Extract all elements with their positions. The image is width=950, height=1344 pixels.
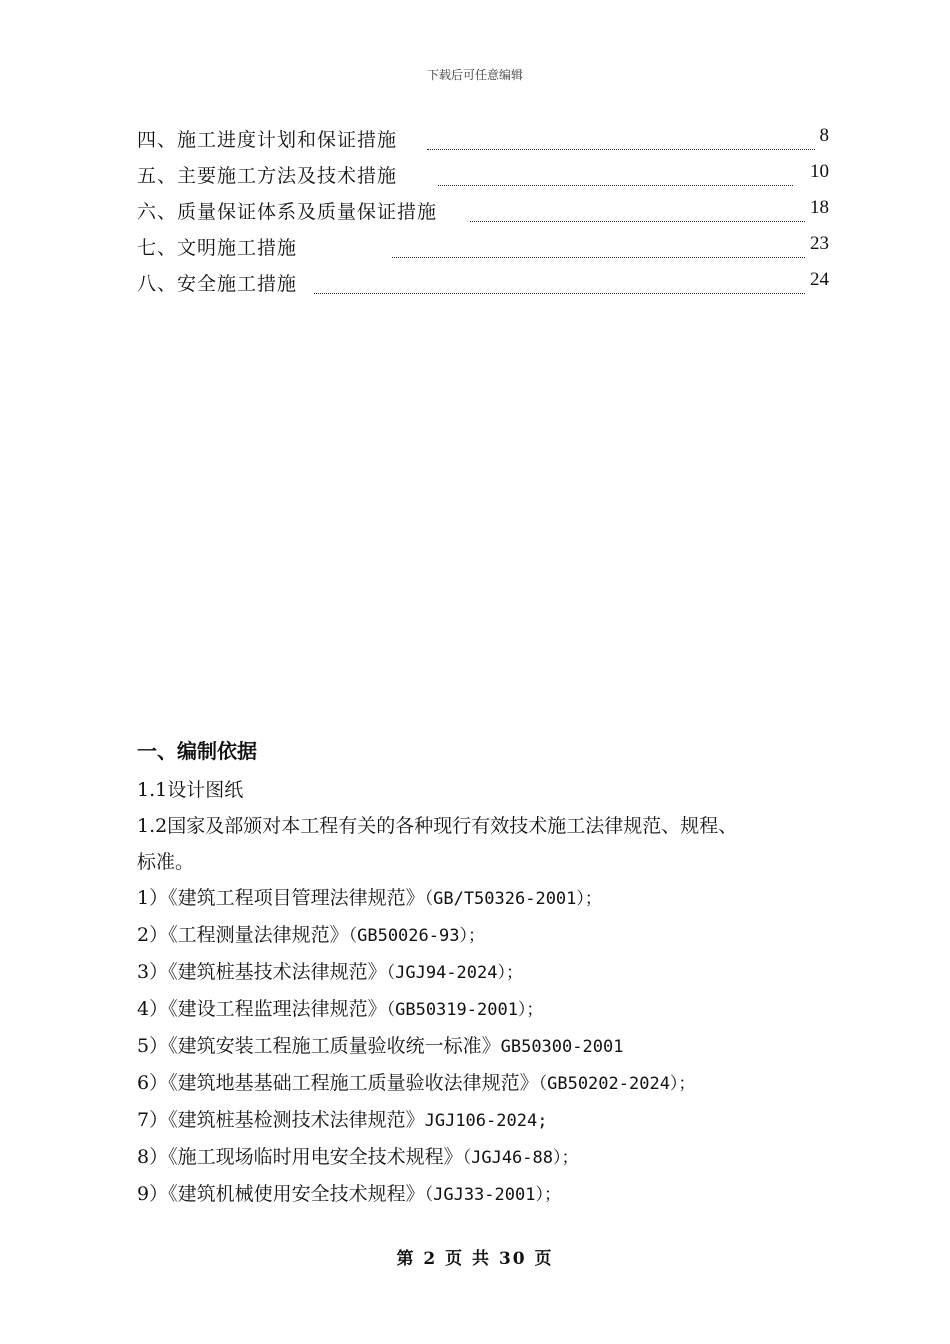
toc-leader (314, 293, 805, 294)
list-item-title: 《建筑地基基础工程施工质量验收法律规范》 (168, 1072, 539, 1094)
list-item (137, 991, 867, 1028)
toc-entry[interactable] (137, 230, 829, 266)
list-item-title: 《建筑桩基检测技术法律规范》 (168, 1109, 425, 1131)
page-footer: 第 2 页 共 30 页 (396, 1249, 554, 1269)
list-item-number: 1） (137, 887, 169, 909)
list-item (137, 1028, 867, 1065)
list-item (137, 1102, 867, 1139)
list-item-number: 2） (137, 924, 169, 946)
list-item-code: （GB50202-2024）； (538, 1074, 696, 1094)
list-item-number: 6） (137, 1072, 169, 1094)
list-item (137, 917, 867, 954)
list-item-number: 5） (137, 1035, 169, 1057)
list-item (137, 1176, 867, 1213)
list-item-code: （GB50026-93）； (348, 926, 485, 946)
section-heading: 一、编制依据 (137, 739, 257, 763)
toc-entry[interactable] (137, 194, 829, 230)
toc-entry[interactable] (137, 158, 829, 194)
toc-leader (470, 221, 805, 222)
table-of-contents (137, 122, 829, 302)
list-item-title: 《施工现场临时用电安全技术规程》 (168, 1146, 463, 1168)
list-item-code: （GB/T50326-2001）； (424, 889, 602, 909)
toc-entry-page: 8 (819, 125, 829, 146)
list-item-code: JGJ106-2024; (424, 1111, 548, 1131)
list-item-title: 《工程测量法律规范》 (168, 924, 349, 946)
list-item-title: 《建筑机械使用安全技术规程》 (168, 1183, 425, 1205)
paragraph: 1.2国家及部颁对本工程有关的各种现行有效技术施工法律规范、规程、 (137, 815, 738, 837)
list-item-title: 《建筑工程项目管理法律规范》 (168, 887, 425, 909)
list-item-code: GB50300-2001 (500, 1037, 624, 1057)
toc-entry-page: 24 (810, 269, 829, 290)
toc-entry-title: 五、主要施工方法及技术措施 (137, 165, 398, 187)
list-item-code: （GB50319-2001）； (386, 1000, 544, 1020)
toc-entry[interactable] (137, 122, 829, 158)
toc-entry-page: 18 (810, 197, 829, 218)
list-item-number: 9） (137, 1183, 169, 1205)
list-item-number: 4） (137, 998, 169, 1020)
list-item-title: 《建筑安装工程施工质量验收统一标准》 (168, 1035, 501, 1057)
list-item (137, 1139, 867, 1176)
toc-entry-title: 八、安全施工措施 (137, 273, 298, 295)
list-item-title: 《建筑桩基技术法律规范》 (168, 961, 387, 983)
toc-leader (438, 185, 793, 186)
list-item-number: 3） (137, 961, 169, 983)
toc-entry-page: 23 (810, 233, 829, 254)
paragraph: 1.1设计图纸 (137, 779, 244, 801)
section-compilation-basis (137, 736, 867, 1213)
list-item-code: （JGJ94-2024）； (386, 963, 523, 983)
toc-entry-page: 10 (810, 161, 829, 182)
toc-leader (392, 257, 805, 258)
paragraph: 标准。 (137, 851, 195, 873)
list-item (137, 1065, 867, 1102)
toc-entry-title: 六、质量保证体系及质量保证措施 (137, 201, 438, 223)
list-item-code: （JGJ46-88）； (462, 1148, 579, 1168)
toc-entry-title: 四、施工进度计划和保证措施 (137, 129, 398, 151)
list-item-title: 《建设工程监理法律规范》 (168, 998, 387, 1020)
list-item (137, 954, 867, 991)
list-item-number: 8） (137, 1146, 169, 1168)
list-item-code: （JGJ33-2001）； (424, 1185, 561, 1205)
toc-leader (427, 149, 815, 150)
page-header: 下载后可任意编辑 (426, 68, 523, 82)
toc-entry[interactable] (137, 266, 829, 302)
list-item (137, 880, 867, 917)
list-item-number: 7） (137, 1109, 169, 1131)
toc-entry-title: 七、文明施工措施 (137, 237, 298, 259)
